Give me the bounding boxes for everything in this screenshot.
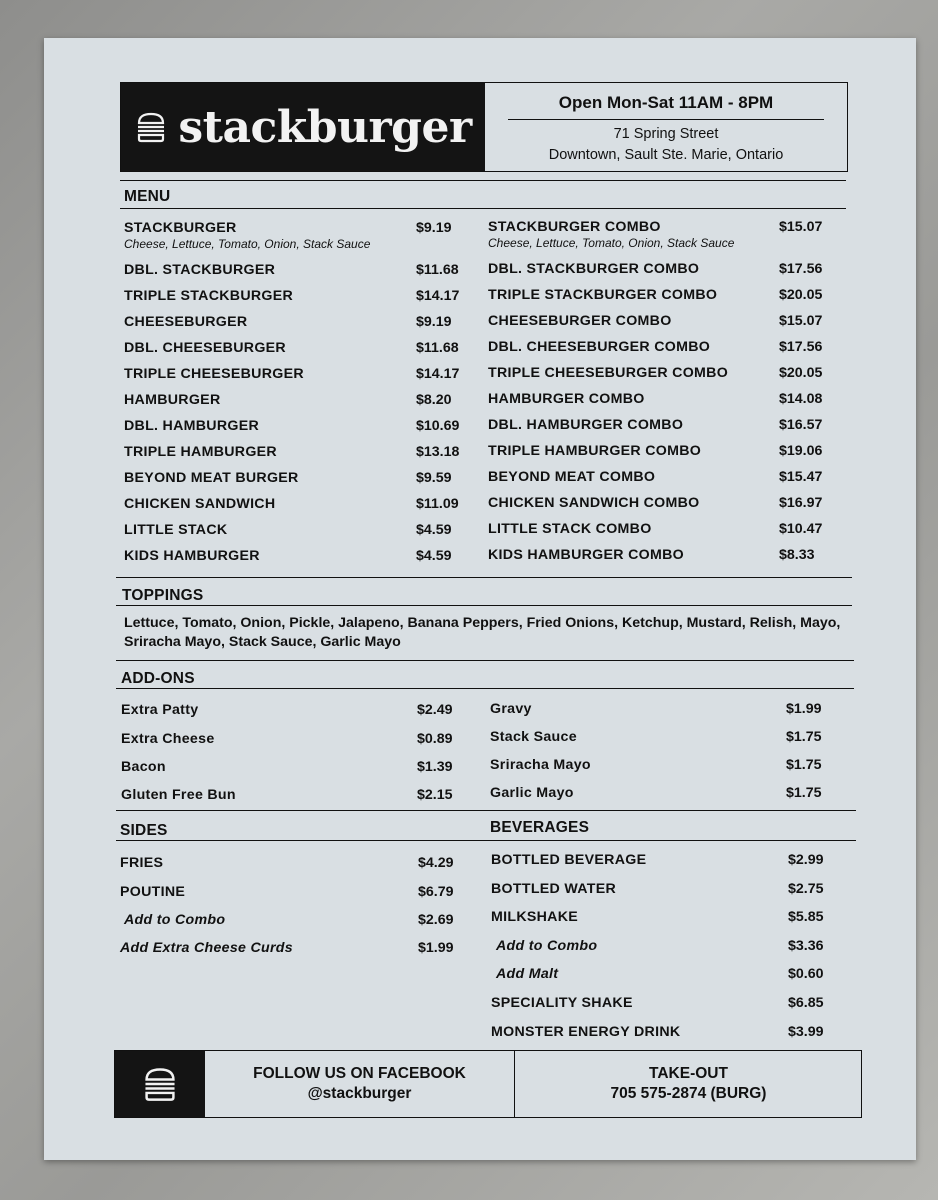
- combo-item-price: $10.47: [779, 521, 823, 537]
- beverage-item-price: $0.60: [788, 966, 824, 982]
- combo-item-price: $16.57: [779, 417, 823, 433]
- combo-item-price: $17.56: [779, 261, 823, 277]
- section-title-menu: MENU: [124, 188, 171, 205]
- addon-item-name: Gluten Free Bun: [121, 787, 236, 803]
- divider: [508, 119, 824, 120]
- beverage-item-name: MILKSHAKE: [491, 909, 579, 925]
- combo-item-name: CHEESEBURGER COMBO: [488, 313, 672, 329]
- divider: [116, 605, 852, 606]
- section-title-addons: ADD-ONS: [121, 670, 195, 687]
- beverage-item-name: BOTTLED WATER: [491, 881, 617, 897]
- menu-sheet: [44, 38, 916, 1160]
- menu-item-price: $11.09: [416, 496, 459, 512]
- menu-item-price: $10.69: [416, 418, 460, 434]
- beverage-item-price: $5.85: [788, 909, 824, 925]
- menu-item-name: CHEESEBURGER: [124, 314, 248, 330]
- combo-item-price: $15.07: [779, 219, 823, 235]
- menu-item-name: STACKBURGER: [124, 220, 237, 236]
- menu-item-name: KIDS HAMBURGER: [124, 548, 260, 564]
- combo-item-name: KIDS HAMBURGER COMBO: [488, 547, 684, 563]
- takeout-info: [516, 1051, 861, 1117]
- menu-item-name: TRIPLE STACKBURGER: [124, 288, 294, 304]
- divider: [116, 810, 856, 811]
- side-item-price: $6.79: [418, 884, 454, 900]
- menu-item-name: BEYOND MEAT BURGER: [124, 470, 299, 486]
- menu-item-name: TRIPLE CHEESEBURGER: [124, 366, 304, 382]
- menu-item-price: $9.19: [416, 314, 452, 330]
- facebook-label: FOLLOW US ON FACEBOOK: [253, 1065, 466, 1082]
- beverage-item-price: $2.75: [788, 881, 824, 897]
- menu-item-price: $9.19: [416, 220, 452, 236]
- menu-item-name: HAMBURGER: [124, 392, 221, 408]
- addon-item-price: $2.49: [417, 702, 453, 718]
- beverage-item-price: $2.99: [788, 852, 824, 868]
- menu-item-name: LITTLE STACK: [124, 522, 228, 538]
- section-title-beverages: BEVERAGES: [490, 819, 590, 836]
- menu-item-price: $13.18: [416, 444, 460, 460]
- addon-item-name: Bacon: [121, 759, 166, 775]
- divider: [116, 660, 854, 661]
- combo-item-price: $15.07: [779, 313, 823, 329]
- addon-item-price: $1.39: [417, 759, 453, 775]
- side-item-price: $4.29: [418, 855, 454, 871]
- side-item-name: POUTINE: [120, 884, 186, 900]
- divider: [120, 208, 846, 209]
- combo-item-price: $15.47: [779, 469, 823, 485]
- address-line-2: Downtown, Sault Ste. Marie, Ontario: [548, 147, 784, 163]
- side-item-name: Add to Combo: [124, 912, 226, 928]
- combo-item-price: $19.06: [779, 443, 823, 459]
- divider: [116, 577, 852, 578]
- combo-item-price: $8.33: [779, 547, 815, 563]
- menu-item-price: $4.59: [416, 522, 452, 538]
- facebook-info: [205, 1051, 515, 1117]
- section-title-sides: SIDES: [120, 822, 168, 839]
- hours-address-box: [485, 83, 847, 171]
- beverage-item-name: BOTTLED BEVERAGE: [491, 852, 647, 868]
- burger-icon: [134, 110, 168, 144]
- menu-item-price: $9.59: [416, 470, 452, 486]
- combo-item-name: TRIPLE STACKBURGER COMBO: [488, 287, 718, 303]
- takeout-label: TAKE-OUT: [649, 1065, 728, 1082]
- combo-item-price: $20.05: [779, 287, 823, 303]
- combo-item-name: CHICKEN SANDWICH COMBO: [488, 495, 700, 511]
- menu-item-name: DBL. STACKBURGER: [124, 262, 276, 278]
- combo-item-price: $14.08: [779, 391, 823, 407]
- beverage-item-name: Add to Combo: [496, 938, 598, 954]
- addon-item-price: $1.75: [786, 729, 822, 745]
- menu-item-price: $11.68: [416, 340, 459, 356]
- menu-item-description: Cheese, Lettuce, Tomato, Onion, Stack Sauce: [124, 237, 371, 251]
- menu-item-name: DBL. HAMBURGER: [124, 418, 260, 434]
- menu-header: [120, 82, 848, 172]
- menu-item-price: $14.17: [416, 366, 460, 382]
- divider: [116, 688, 854, 689]
- address-line-1: 71 Spring Street: [613, 126, 719, 142]
- addon-item-price: $0.89: [417, 731, 453, 747]
- footer-logo: [115, 1051, 205, 1117]
- combo-item-name: TRIPLE CHEESEBURGER COMBO: [488, 365, 729, 381]
- brand-name: stackburger: [178, 101, 472, 153]
- addon-item-name: Gravy: [490, 701, 532, 717]
- beverage-item-price: $6.85: [788, 995, 824, 1011]
- menu-item-price: $4.59: [416, 548, 452, 564]
- combo-item-name: BEYOND MEAT COMBO: [488, 469, 656, 485]
- side-item-name: FRIES: [120, 855, 164, 871]
- combo-item-price: $16.97: [779, 495, 823, 511]
- menu-item-name: DBL. CHEESEBURGER: [124, 340, 286, 356]
- divider: [116, 840, 856, 841]
- takeout-phone: 705 575-2874 (BURG): [610, 1085, 767, 1102]
- combo-item-name: DBL. HAMBURGER COMBO: [488, 417, 684, 433]
- menu-item-name: CHICKEN SANDWICH: [124, 496, 276, 512]
- combo-item-price: $20.05: [779, 365, 823, 381]
- side-item-name: Add Extra Cheese Curds: [120, 940, 293, 956]
- combo-item-price: $17.56: [779, 339, 823, 355]
- addon-item-price: $1.75: [786, 757, 822, 773]
- side-item-price: $2.69: [418, 912, 454, 928]
- divider: [120, 180, 846, 181]
- combo-item-name: HAMBURGER COMBO: [488, 391, 645, 407]
- addon-item-name: Sriracha Mayo: [490, 757, 591, 773]
- combo-item-name: STACKBURGER COMBO: [488, 219, 661, 235]
- side-item-price: $1.99: [418, 940, 454, 956]
- combo-item-name: LITTLE STACK COMBO: [488, 521, 652, 537]
- menu-footer: [114, 1050, 862, 1118]
- menu-item-price: $14.17: [416, 288, 460, 304]
- addon-item-price: $2.15: [417, 787, 453, 803]
- combo-item-description: Cheese, Lettuce, Tomato, Onion, Stack Sauce: [488, 236, 735, 250]
- combo-item-name: TRIPLE HAMBURGER COMBO: [488, 443, 702, 459]
- toppings-list: Lettuce, Tomato, Onion, Pickle, Jalapeno, Banana Peppers, Fried Onions, Ketchup, Mustard, Relish, Mayo, Sriracha Mayo, Stack Sauce, Garlic Mayo: [124, 615, 841, 650]
- beverage-item-name: SPECIALITY SHAKE: [491, 995, 633, 1011]
- addon-item-name: Extra Patty: [121, 702, 199, 718]
- opening-hours: Open Mon-Sat 11AM - 8PM: [558, 93, 774, 112]
- combo-item-name: DBL. CHEESEBURGER COMBO: [488, 339, 711, 355]
- addon-item-price: $1.75: [786, 785, 822, 801]
- menu-item-price: $8.20: [416, 392, 452, 408]
- addon-item-name: Stack Sauce: [490, 729, 577, 745]
- facebook-handle: @stackburger: [307, 1085, 412, 1102]
- menu-item-name: TRIPLE HAMBURGER: [124, 444, 277, 460]
- section-title-toppings: TOPPINGS: [122, 587, 204, 604]
- logo: [121, 83, 485, 171]
- beverage-item-name: Add Malt: [496, 966, 559, 982]
- addon-item-name: Extra Cheese: [121, 731, 215, 747]
- combo-item-name: DBL. STACKBURGER COMBO: [488, 261, 700, 277]
- menu-item-price: $11.68: [416, 262, 459, 278]
- beverage-item-price: $3.99: [788, 1024, 824, 1040]
- addon-item-name: Garlic Mayo: [490, 785, 574, 801]
- beverage-item-price: $3.36: [788, 938, 824, 954]
- burger-icon: [141, 1065, 179, 1103]
- addon-item-price: $1.99: [786, 701, 822, 717]
- beverage-item-name: MONSTER ENERGY DRINK: [491, 1024, 681, 1040]
